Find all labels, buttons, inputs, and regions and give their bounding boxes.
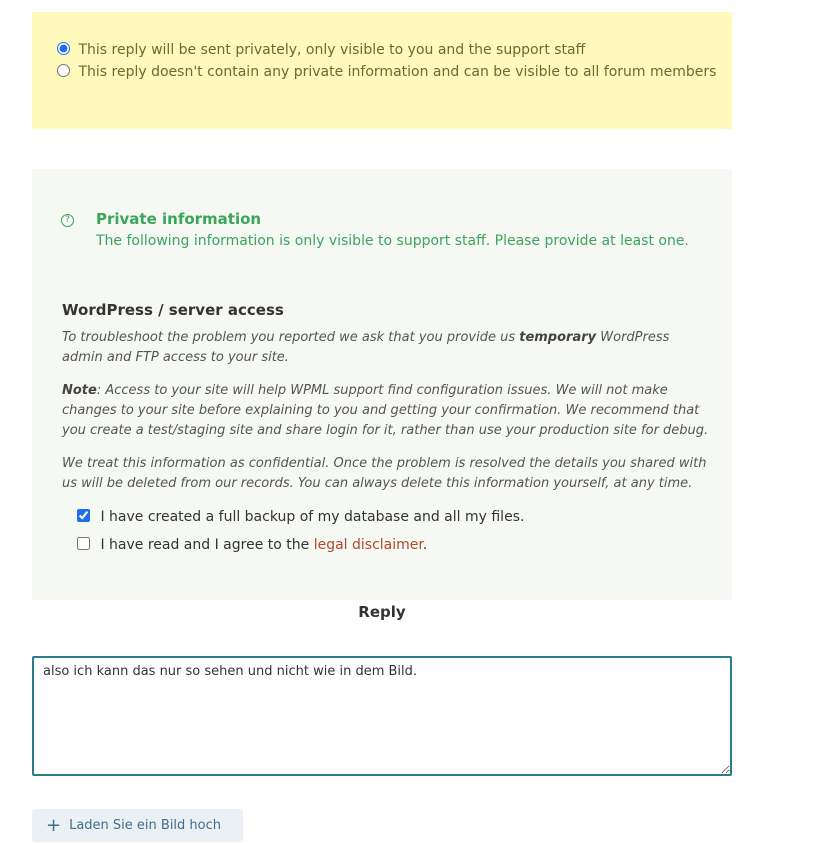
backup-checkbox[interactable] <box>77 509 90 522</box>
private-reply-option[interactable] <box>57 39 732 61</box>
disclaimer-label-end: . <box>422 537 428 553</box>
note-text: : Access to your site will help WPML support find configuration issues. We will not make changes to your site before explaining to you and getting your confirmation. We recommend that you create a test/staging site and share login for it, rather than use your production site for debug. <box>62 383 709 438</box>
server-access-title: WordPress / server access <box>62 301 284 319</box>
private-reply-label: This reply will be sent privately, only visible to you and the support staff <box>78 42 586 58</box>
plus-icon: + <box>46 814 62 836</box>
upload-image-label: Laden Sie ein Bild hoch <box>69 818 222 833</box>
private-reply-radio[interactable] <box>57 42 70 55</box>
intro-text-end: WordPress admin and FTP access to your site. <box>62 330 670 365</box>
note-label: Note <box>62 383 97 398</box>
server-access-intro <box>62 328 712 368</box>
public-reply-label: This reply doesn't contain any private information and can be visible to all forum members <box>78 64 717 80</box>
public-reply-option[interactable] <box>57 61 732 83</box>
disclaimer-confirmation[interactable] <box>77 537 427 553</box>
public-reply-radio[interactable] <box>57 64 70 77</box>
reply-heading: Reply <box>358 603 406 621</box>
intro-text-start: To troubleshoot the problem you reported we ask that you provide us <box>62 330 520 345</box>
legal-disclaimer-link[interactable]: legal disclaimer <box>313 537 423 553</box>
question-circle-icon: ? <box>61 214 74 227</box>
backup-confirmation[interactable] <box>77 509 524 525</box>
disclaimer-label-start: I have read and I agree to the <box>100 537 314 553</box>
private-info-description: The following information is only visible to support staff. Please provide at least one. <box>96 233 689 249</box>
private-information-panel <box>32 169 732 600</box>
server-access-note <box>62 381 712 441</box>
private-info-title: Private information <box>96 210 262 228</box>
upload-image-button[interactable] <box>32 809 243 842</box>
confidential-notice: We treat this information as confidential. Once the problem is resolved the details you shared with us will be deleted from our records. You can always delete this information yourself, at any time. <box>62 456 707 491</box>
reply-textarea[interactable] <box>32 656 732 776</box>
intro-bold-text: temporary <box>519 330 597 345</box>
visibility-notice <box>32 12 732 129</box>
backup-label: I have created a full backup of my database and all my files. <box>100 509 525 525</box>
disclaimer-checkbox[interactable] <box>77 537 90 550</box>
